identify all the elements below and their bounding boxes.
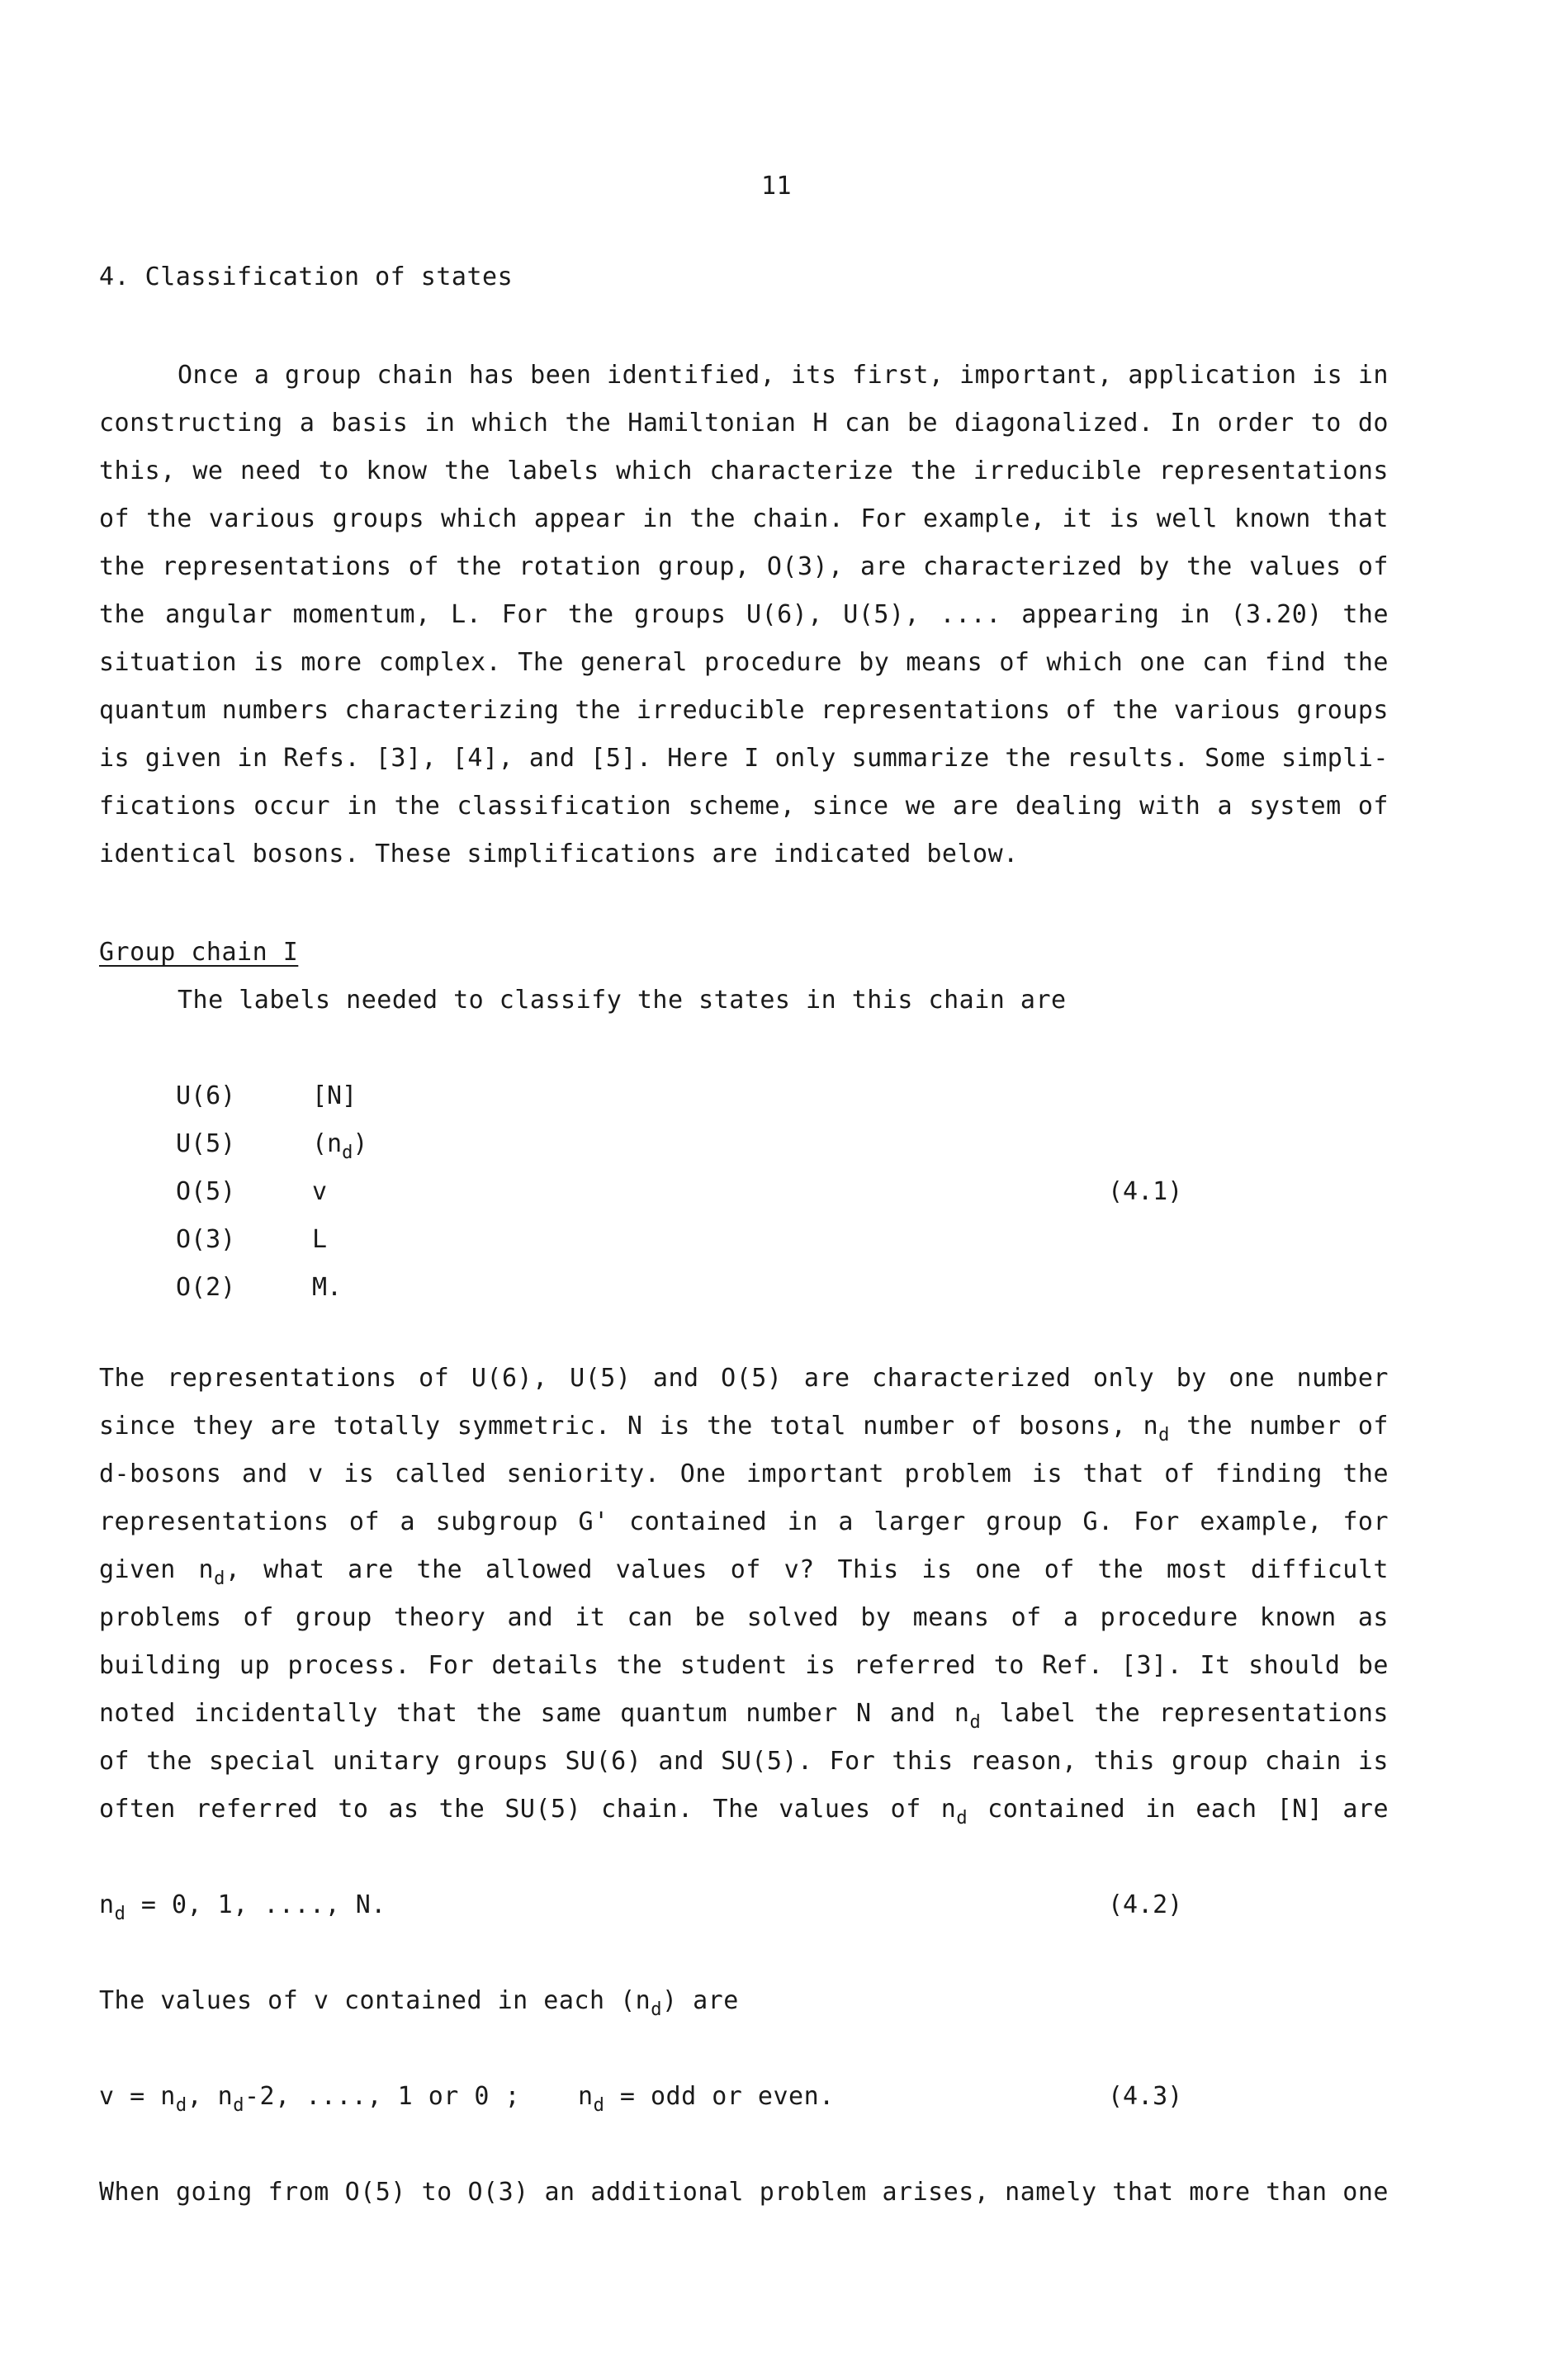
text-line: this, we need to know the labels which characterize the irreducible representations xyxy=(99,457,1389,485)
irrep-label: $(n_d)$ xyxy=(312,1129,368,1163)
text-line: problems of group theory and it can be solved by means of a procedure known as xyxy=(99,1603,1389,1632)
equation-4-2: $n_d = 0$, 1, ...., N. xyxy=(99,1890,386,1924)
equation-4-3: $v = n_d$, $n_d-2$, ...., 1 or 0 ; xyxy=(99,2082,521,2116)
text-line: situation is more complex. The general procedure by means of which one can find the xyxy=(99,648,1389,677)
equation-number: (4.2) xyxy=(1108,1890,1183,1919)
text-line: d-bosons and v is called seniority. One important problem is that of finding the xyxy=(99,1460,1389,1488)
text-line: noted incidentally that the same quantum number N and $n_d$ label the representations xyxy=(99,1699,1389,1733)
text-line: building up process. For details the student is referred to Ref. [3]. It should be xyxy=(99,1651,1389,1680)
text-line: of the various groups which appear in the chain. For example, it is well known that xyxy=(99,504,1389,533)
group-name: U(6) xyxy=(176,1081,236,1110)
text-line: identical bosons. These simplifications are indicated below. xyxy=(99,840,1019,868)
equation-number: (4.1) xyxy=(1108,1177,1183,1206)
text-line: given $n_d$, what are the allowed values of v? This is one of the most difficult xyxy=(99,1555,1389,1589)
text-line: constructing a basis in which the Hamiltonian H can be diagonalized. In order to do xyxy=(99,409,1389,438)
group-name: O(2) xyxy=(176,1273,236,1302)
group-name: O(3) xyxy=(176,1225,236,1254)
text-line: representations of a subgroup G' contained in a larger group G. For example, for xyxy=(99,1507,1389,1536)
text-line: Once a group chain has been identified, its first, important, application is in xyxy=(178,361,1389,390)
irrep-label: M. xyxy=(312,1273,343,1302)
group-name: O(5) xyxy=(176,1177,236,1206)
subheading-group-chain: Group chain I xyxy=(99,938,299,967)
group-name: U(5) xyxy=(176,1129,236,1158)
irrep-label: L xyxy=(312,1225,328,1254)
text-line: The representations of U(6), U(5) and O(5) are characterized only by one number xyxy=(99,1364,1389,1393)
last-line: When going from O(5) to O(3) an additional problem arises, namely that more than one xyxy=(99,2178,1389,2207)
text-line: is given in Refs. [3], [4], and [5]. Here I only summarize the results. Some simpli- xyxy=(99,744,1389,773)
values-of-v-line: The values of v contained in each $(n_d)$ are xyxy=(99,1986,739,2020)
section-heading: 4. Classification of states xyxy=(99,263,514,291)
text-line: of the special unitary groups SU(6) and SU(5). For this reason, this group chain is xyxy=(99,1747,1389,1776)
intro-line: The labels needed to classify the states in this chain are xyxy=(178,986,1067,1015)
page-number: 11 xyxy=(761,172,793,201)
text-line: fications occur in the classification scheme, since we are dealing with a system of xyxy=(99,792,1389,821)
text-line: the representations of the rotation group, O(3), are characterized by the values of xyxy=(99,552,1389,581)
text-line: the angular momentum, L. For the groups U(6), U(5), .... appearing in (3.20) the xyxy=(99,600,1389,629)
text-line: often referred to as the SU(5) chain. The values of $n_d$ contained in each [N] are xyxy=(99,1795,1389,1829)
irrep-label: [N] xyxy=(312,1081,357,1110)
irrep-label: v xyxy=(312,1177,328,1206)
text-line: since they are totally symmetric. N is the total number of bosons, $n_d$ the number of xyxy=(99,1412,1389,1446)
equation-4-3-condition: $n_d$ = odd or even. xyxy=(578,2082,835,2116)
equation-number: (4.3) xyxy=(1108,2082,1183,2111)
text-line: quantum numbers characterizing the irreducible representations of the various groups xyxy=(99,696,1389,725)
